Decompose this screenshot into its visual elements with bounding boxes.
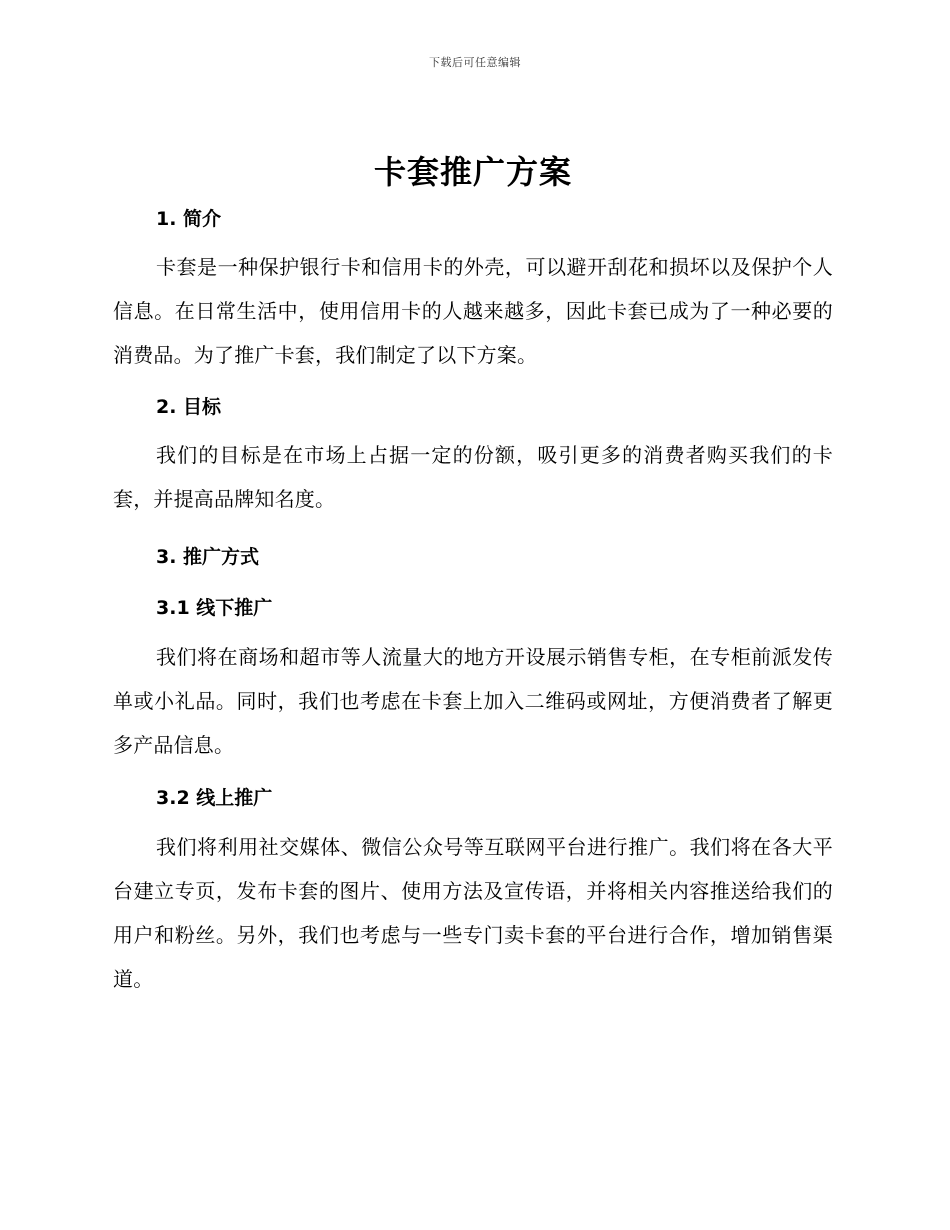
section-heading-promotion-methods: 3. 推广方式	[156, 546, 260, 568]
paragraph-goal: 我们的目标是在市场上占据一定的份额，吸引更多的消费者购买我们的卡套，并提高品牌知名度。	[113, 443, 833, 511]
section-heading-offline-promotion: 3.1 线下推广	[156, 597, 273, 619]
section-heading-intro: 1. 简介	[156, 208, 222, 230]
section-heading-online-promotion: 3.2 线上推广	[156, 787, 273, 809]
paragraph-intro: 卡套是一种保护银行卡和信用卡的外壳，可以避开刮花和损坏以及保护个人信息。在日常生活中，使用信用卡的人越来越多，因此卡套已成为了一种必要的消费品。为了推广卡套，我们制定了以下方案。	[113, 255, 833, 367]
page-header-note: 下载后可任意编辑	[429, 56, 521, 69]
section-heading-goal: 2. 目标	[156, 396, 222, 418]
document-body	[113, 150, 833, 1001]
paragraph-offline-promotion: 我们将在商场和超市等人流量大的地方开设展示销售专柜，在专柜前派发传单或小礼品。同时，我们也考虑在卡套上加入二维码或网址，方便消费者了解更多产品信息。	[113, 645, 833, 757]
paragraph-online-promotion: 我们将利用社交媒体、微信公众号等互联网平台进行推广。我们将在各大平台建立专页，发布卡套的图片、使用方法及宣传语，并将相关内容推送给我们的用户和粉丝。另外，我们也考虑与一些专门卖卡套的平台进行合作，增加销售渠道。	[113, 835, 833, 991]
document-title: 卡套推广方案	[373, 153, 572, 191]
